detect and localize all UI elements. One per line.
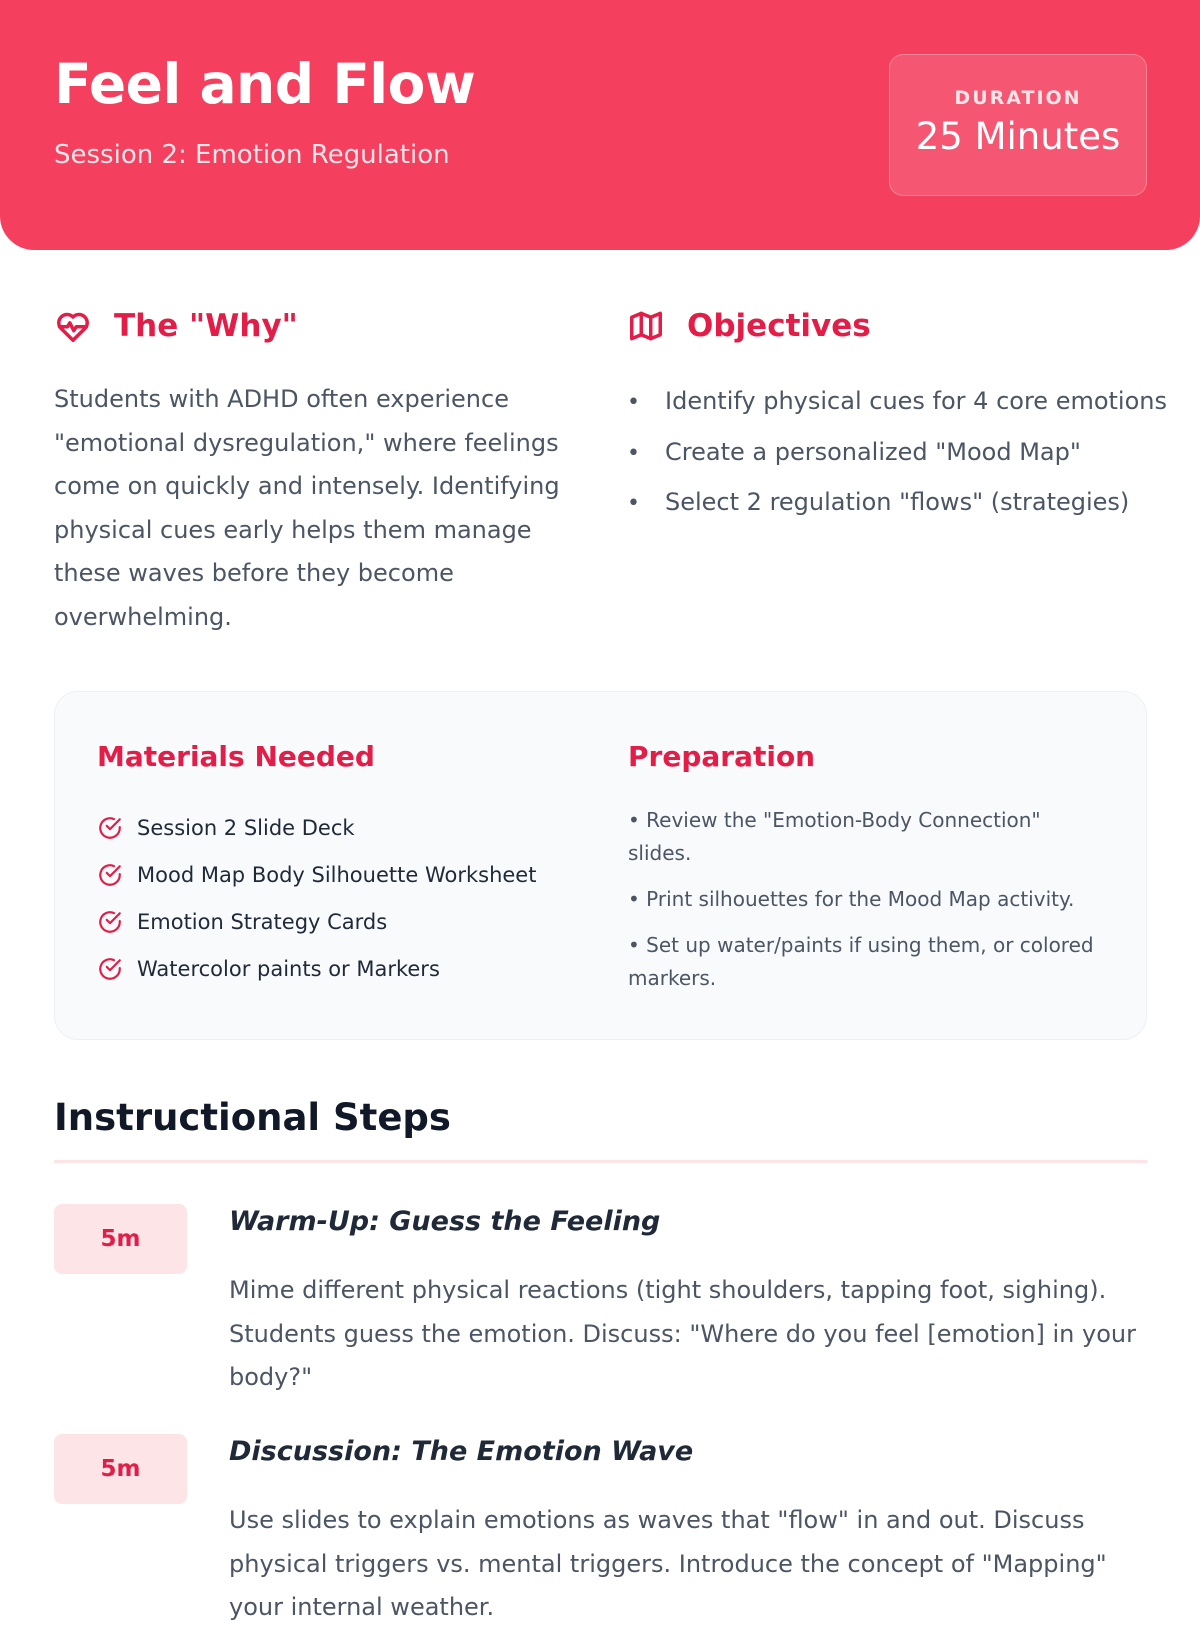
list-item: • Identify physical cues for 4 core emotions (627, 387, 1167, 415)
objectives-section (627, 304, 1167, 532)
list-item: • Create a personalized "Mood Map" (627, 437, 1081, 466)
map-icon (627, 307, 665, 345)
step-title: Discussion: The Emotion Wave (229, 1436, 694, 1467)
materials-section (97, 740, 577, 992)
objectives-list (627, 380, 1167, 526)
why-text: Students with ADHD often experience "emotional dysregulation," where feelings come on quickly and intensely. Identifying physical cues early helps them manage these waves before they become overwhelming. (54, 385, 560, 631)
divider (54, 1160, 1147, 1163)
check-circle-icon (97, 815, 123, 841)
list-item: Mood Map Body Silhouette Worksheet (97, 851, 577, 898)
why-section (54, 304, 584, 639)
why-title: The "Why" (114, 308, 298, 344)
header-banner (0, 0, 1200, 250)
list-item: • Review the "Emotion-Body Connection" slides. (628, 808, 1041, 865)
heart-pulse-icon (54, 307, 92, 345)
materials-card (54, 691, 1147, 1040)
list-item: Watercolor paints or Markers (97, 945, 577, 992)
list-item: Emotion Strategy Cards (97, 898, 577, 945)
check-circle-icon (97, 862, 123, 888)
list-item: • Set up water/paints if using them, or colored markers. (628, 933, 1094, 990)
check-circle-icon (97, 956, 123, 982)
steps-heading: Instructional Steps (54, 1096, 451, 1139)
step-description: Mime different physical reactions (tight shoulders, tapping foot, sighing). Students guess the emotion. Discuss: "Where do you feel [emotion] in your body?" (229, 1276, 1136, 1391)
page-title: Feel and Flow (54, 52, 476, 116)
objectives-title: Objectives (687, 308, 871, 344)
materials-list (97, 804, 577, 992)
duration-card (889, 54, 1147, 196)
step-description: Use slides to explain emotions as waves that "flow" in and out. Discuss physical triggers vs. mental triggers. Introduce the concept of "Mapping" your internal weather. (229, 1506, 1107, 1621)
preparation-section (628, 740, 1108, 1008)
step-duration-badge: 5m (54, 1434, 187, 1504)
session-subtitle: Session 2: Emotion Regulation (54, 140, 450, 170)
duration-value: 25 Minutes (915, 115, 1121, 158)
step-duration-badge: 5m (54, 1204, 187, 1274)
duration-label: DURATION (954, 87, 1082, 109)
preparation-list (628, 804, 1108, 995)
list-item: Session 2 Slide Deck (97, 804, 577, 851)
list-item: • Select 2 regulation "flows" (strategies) (627, 488, 1130, 516)
objectives-header (627, 304, 1167, 348)
check-circle-icon (97, 909, 123, 935)
why-header (54, 304, 584, 348)
step-title: Warm-Up: Guess the Feeling (229, 1206, 661, 1237)
preparation-title: Preparation (628, 740, 816, 773)
materials-title: Materials Needed (97, 740, 375, 773)
list-item: • Print silhouettes for the Mood Map activity. (628, 887, 1075, 911)
